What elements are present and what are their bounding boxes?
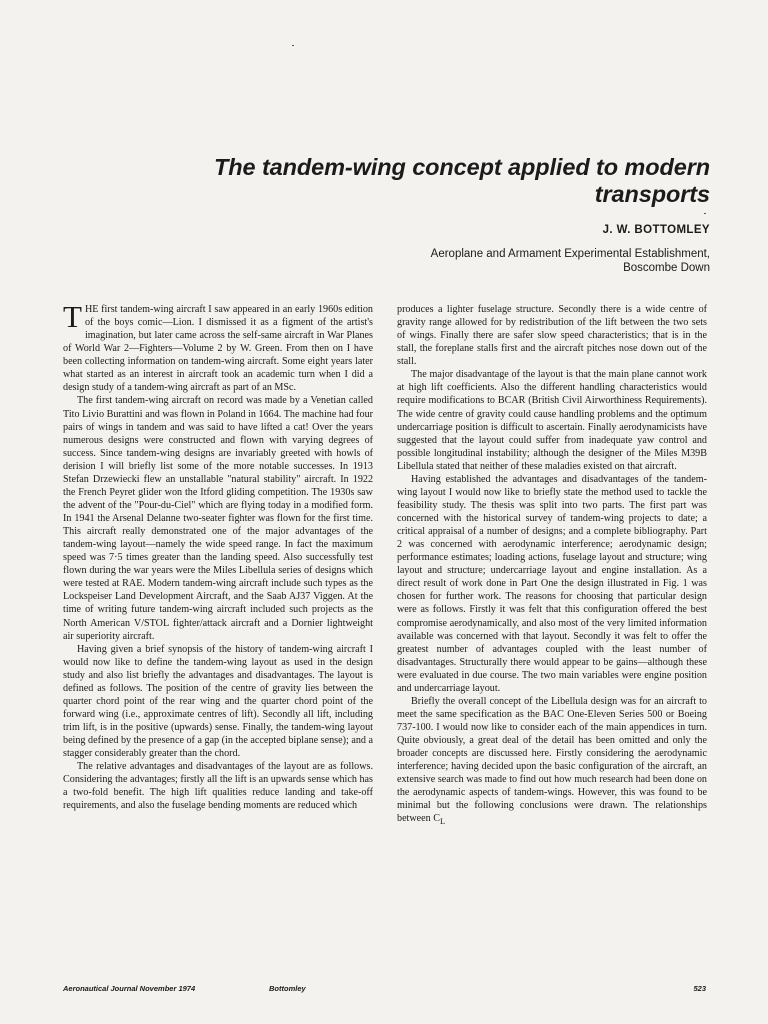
scan-speck [292, 45, 294, 46]
author-name: J. W. BOTTOMLEY [602, 224, 710, 236]
scan-speck [704, 213, 706, 214]
page-title [110, 154, 710, 208]
footer-journal: Aeronautical Journal November 1974 [63, 984, 196, 993]
paragraph: Having given a brief synopsis of the history of tandem-wing aircraft I would now like to define the tandem-wing layout as used in the design study and also list briefly the advantages and disadvantages. The layout is defined as follows. The position of the centre of gravity lies between the quarter chord point of the rear wing and the quarter chord point of the forward wing (i.e., approximate centres of lift). Secondly all lift, including trim lift, is in the positive (upwards) sense. Finally, the tandem-wing layout being defined by the presence of a gap (in the accepted biplane sense); and a stagger considerably greater than the chord. [63, 643, 373, 760]
footer-author: Bottomley [269, 984, 306, 993]
paragraph-text: Briefly the overall concept of the Libellula design was for an aircraft to meet the same specification as the BAC One-Eleven Series 500 or Boeing 737-100. I would now like to consider each of the main appendices in turn. Quite obviously, a great deal of the detail has been omitted and only the broader concepts are discussed here. Firstly considering the aerodynamic interference; having decided upon the basic configuration of the aircraft, an extensive search was made to find out how much research had been done on the aerodynamic aspects of tandem-wings. However, this was found to be minimal but the following conclusions were drawn. The relationships between C [397, 695, 707, 825]
page-number: 523 [693, 984, 706, 993]
body-column-right [397, 303, 707, 829]
lift-coefficient-subscript: L [440, 816, 446, 827]
paragraph: The relative advantages and disadvantages of the layout are as follows. Considering the advantages; firstly all the lift is an upwards sense which has a two-fold benefit. The high lift qualities reduce landing and take-off requirements, and also the fuselage bending moments are reduced which [63, 761, 373, 812]
drop-cap: T [63, 299, 82, 334]
affiliation-line-1: Aeroplane and Armament Experimental Establishment, [430, 248, 710, 260]
paragraph [397, 695, 707, 829]
title-line-1: The tandem-wing concept applied to modern [214, 154, 710, 180]
paragraph: The first tandem-wing aircraft on record was made by a Venetian called Tito Livio Burattini and was flown in Poland in 1664. The machine had four pairs of wings in tandem and was said to have lifted a cat! Over the years numerous designs were constructed and flown with varying degrees of success. Since tandem-wing designs are invariably greeted with howls of derision I will briefly list some of the more notable successes. In 1913 Stefan Drzewiecki flew an unstallable "natural stability" aircraft. In 1922 the French Peyret glider won the Itford gliding competition. The 1930s saw the advent of the "Pour-du-Ciel" which are flying today in a modified form. In 1941 the Arsenal Delanne two-seater fighter was flown for the first time. This aircraft really demonstrated one of the major advantages of the tandem-wing layout—namely the wide speed range. In fact the maximum speed was 7·5 times greater than the landing speed. Also successfully test flown during the war years were the Miles Libellula series of designs which were tested at RAE. Modern tandem-wing aircraft include such types as the Lockspeiser Land Development Aircraft, and the Saab AJ37 Viggen. At the time of writing future tandem-wing aircraft included such projects as the North American V/STOL fighter/attack aircraft and a Dornier lightweight air superiority aircraft. [63, 395, 373, 642]
paragraph: produces a lighter fuselage structure. Secondly there is a wide centre of gravity range allowed for by redistribution of the lift between the two sets of wings. Finally there are safer slow speed characteristics; that is in the stall, the foreplane stalls first and the aircraft pitches nose down out of the stall. [397, 304, 707, 368]
paragraph [63, 299, 373, 394]
title-line-2: transports [594, 181, 710, 207]
affiliation-line-2: Boscombe Down [623, 261, 710, 274]
body-column-left [63, 299, 373, 812]
paragraph: The major disadvantage of the layout is that the main plane cannot work at high lift coefficients. Also the different handling characteristics would require modifications to BCAR (British Civil Airworthiness Requirements). The wide centre of gravity could cause handling problems and the optimum undercarriage position is difficult to ascertain. Finally aerodynamicists have suggested that the layout could suffer from inadequate yaw control and possible longitudinal instability; although the designer of the Miles M39B Libellula stated that neither of these maladies existed on that aircraft. [397, 369, 707, 472]
author-affiliation [310, 248, 710, 275]
paragraph-text: HE first tandem-wing aircraft I saw appeared in an early 1960s edition of the boys comic—Lion. I dismissed it as a figment of the artist's imagination, but later came across the self-same aircraft in War Planes of World War 2—Fighters—Volume 2 by W. Green. From then on I have been collecting information on tandem-wing aircraft. Some eight years later what started as an interest in aircraft took an academic turn when I did a design study of a tandem-wing aircraft as part of an MSc. [63, 304, 373, 394]
paragraph: Having established the advantages and disadvantages of the tandem-wing layout I would now like to briefly state the method used to tackle the feasibility study. The thesis was split into two parts. The first part was concerned with the historical survey of tandem-wing projects to date; a critical appraisal of a number of designs; and a complete bibliography. Part 2 was concerned with aerodynamic interference; aerodynamic design; performance estimates; loading actions, fuselage layout and structure; wing layout and structure; undercarriage layout and engine installation. As a direct result of work done in Part One the design illustrated in Fig. 1 was chosen for further work. The reasons for choosing that particular design were as follows. Firstly it was felt that this configuration offered the best compromise aerodynamically, and also most of the very limited information available was concerned with that layout. Secondly it was felt to offer the greatest number of advantages coupled with the least number of disadvantages. Structurally there would appear to be gains—although these were evaluated in due course. The two main variables were engine position and undercarriage layout. [397, 473, 707, 694]
